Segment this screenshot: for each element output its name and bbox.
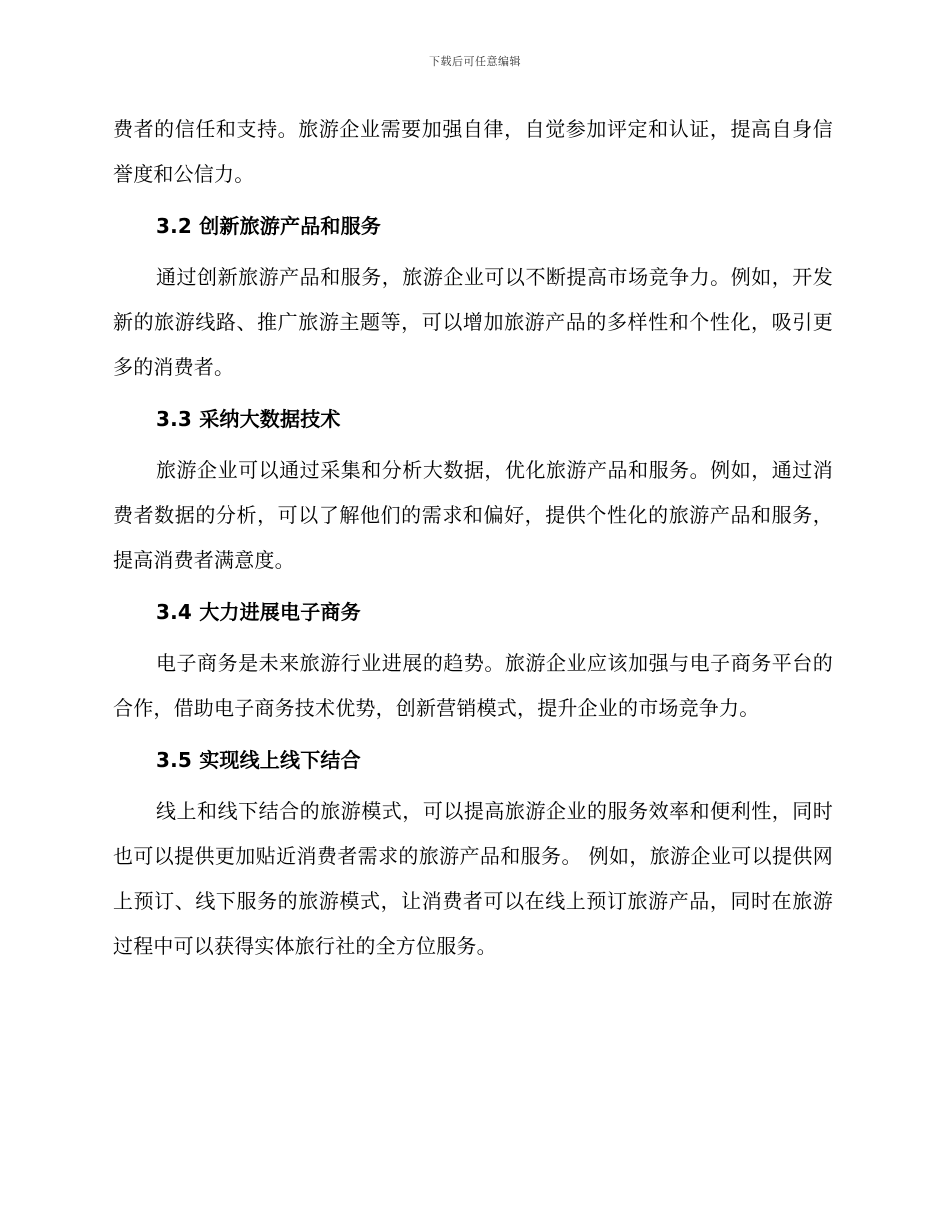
section-heading-3-4: 3.4 大力进展电子商务: [156, 600, 361, 624]
section-heading-3-5: 3.5 实现线上线下结合: [156, 748, 361, 772]
paragraph-3-4: 电子商务是未来旅游行业进展的趋势。旅游企业应该加强与电子商务平台的合作，借助电子商务技术优势，创新营销模式，提升企业的市场竞争力。: [113, 651, 833, 720]
paragraph-3-5: 线上和线下结合的旅游模式，可以提高旅游企业的服务效率和便利性，同时也可以提供更加贴近消费者需求的旅游产品和服务。 例如，旅游企业可以提供网上预订、线下服务的旅游模式，让消费者可以在线上预订旅游产品，同时在旅游过程中可以获得实体旅行社的全方位服务。: [113, 799, 833, 958]
paragraph-3-3: 旅游企业可以通过采集和分析大数据，优化旅游产品和服务。例如，通过消费者数据的分析，可以了解他们的需求和偏好，提供个性化的旅游产品和服务，提高消费者满意度。: [113, 458, 833, 572]
section-heading-3-2: 3.2 创新旅游产品和服务: [156, 214, 381, 238]
paragraph-continued: 费者的信任和支持。旅游企业需要加强自律，自觉参加评定和认证，提高自身信誉度和公信力。: [113, 117, 833, 186]
document-body: [113, 107, 833, 969]
paragraph-3-2: 通过创新旅游产品和服务，旅游企业可以不断提高市场竞争力。例如，开发新的旅游线路、推广旅游主题等，可以增加旅游产品的多样性和个性化，吸引更多的消费者。: [113, 265, 833, 379]
page-header: 下载后可任意编辑: [429, 55, 521, 68]
section-heading-3-3: 3.3 采纳大数据技术: [156, 407, 341, 431]
